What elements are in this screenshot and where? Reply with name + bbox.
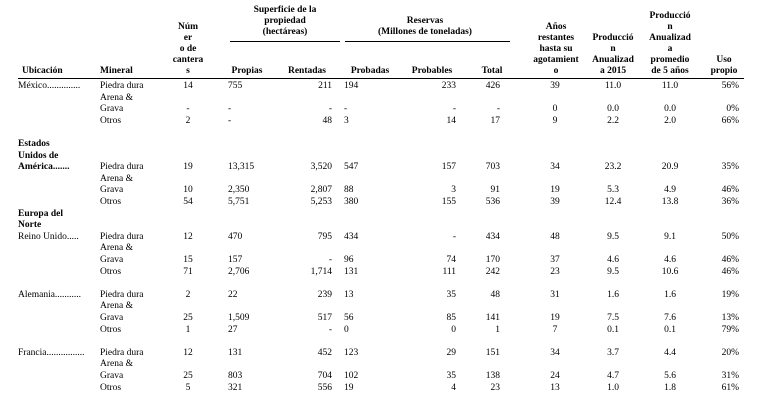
col-header-num-canteras-line-1: er — [183, 33, 193, 43]
anos-cell: 23 — [550, 266, 560, 277]
num-cell: 14 — [183, 81, 193, 91]
rentadas-cell: - — [328, 324, 332, 335]
prom-cell: 10.6 — [661, 266, 679, 277]
probadas-cell: 131 — [344, 266, 359, 277]
propias-cell: 803 — [228, 371, 243, 381]
num-cell: 19 — [183, 162, 193, 173]
probables-cell: 0 — [451, 324, 456, 335]
anos-cell: 34 — [550, 162, 560, 173]
uso-cell: 50% — [721, 231, 739, 242]
propias-cell: 157 — [228, 255, 243, 265]
anos-cell: 48 — [550, 231, 560, 242]
uso-cell: 46% — [721, 255, 739, 265]
mineral-cell: Grava — [100, 313, 124, 323]
prom-cell: 1.8 — [664, 382, 676, 393]
col-header-probadas: Probadas — [350, 66, 390, 76]
total-cell: 426 — [485, 81, 500, 91]
col-header-propias: Propias — [231, 66, 263, 76]
propias-cell: 27 — [228, 324, 238, 335]
probadas-cell: 547 — [344, 162, 359, 173]
uso-cell: 13% — [721, 313, 739, 323]
total-cell: 434 — [485, 231, 500, 242]
col-header-num-canteras-line-4: s — [186, 66, 190, 76]
propias-cell: 470 — [228, 231, 243, 242]
mineral-cell: Piedra dura — [100, 347, 144, 358]
mineral-cell: Arena & — [100, 359, 133, 370]
col-header-uso-line-1: propio — [710, 66, 738, 76]
prom-cell: 20.9 — [661, 162, 679, 173]
col-header-uso-line-0: Uso — [716, 55, 732, 65]
probadas-cell: 3 — [344, 115, 349, 126]
propias-cell: 2,706 — [228, 266, 250, 277]
probadas-cell: 96 — [344, 255, 354, 265]
propias-cell: 1,509 — [228, 313, 250, 323]
mineral-cell: Arena & — [100, 243, 133, 254]
num-cell: 12 — [183, 347, 193, 358]
probadas-cell: 13 — [344, 289, 354, 300]
mineral-cell: Grava — [100, 104, 124, 115]
p2015-cell: 4.6 — [607, 255, 619, 265]
mineral-cell: Piedra dura — [100, 162, 144, 173]
probables-cell: 29 — [446, 347, 456, 358]
col-header-probables: Probables — [411, 66, 453, 76]
total-cell: 1 — [495, 324, 500, 335]
col-header-anos-line-2: hasta su — [539, 44, 573, 54]
rentadas-cell: 5,253 — [310, 197, 332, 207]
num-cell: 25 — [183, 313, 193, 323]
col-header-superficie-line-2: (hectáreas) — [262, 27, 308, 37]
total-cell: 138 — [485, 371, 500, 381]
location-label: Francia................ — [18, 347, 85, 358]
num-cell: 2 — [185, 289, 191, 300]
location-label: México.............. — [18, 81, 81, 91]
probadas-cell: 434 — [344, 231, 359, 242]
probables-cell: 74 — [446, 255, 456, 265]
uso-cell: 0% — [726, 104, 739, 115]
location-label: Norte — [18, 220, 42, 231]
p2015-cell: 0.0 — [607, 104, 619, 115]
total-cell: 48 — [490, 289, 500, 300]
mineral-cell: Piedra dura — [100, 289, 144, 300]
uso-cell: 20% — [721, 347, 739, 358]
probadas-cell: 88 — [344, 185, 354, 196]
rentadas-cell: - — [328, 104, 332, 115]
num-cell: - — [186, 104, 190, 115]
probadas-cell: 19 — [344, 382, 354, 393]
uso-cell: 31% — [721, 371, 739, 381]
p2015-cell: 0.1 — [607, 324, 619, 335]
uso-cell: 46% — [721, 266, 739, 277]
prom-cell: 5.6 — [664, 371, 676, 381]
uso-cell: 35% — [721, 162, 739, 173]
location-label: América....... — [18, 162, 70, 173]
anos-cell: 19 — [550, 313, 560, 323]
probables-cell: 155 — [441, 197, 456, 207]
rentadas-cell: 556 — [317, 382, 332, 393]
total-cell: 91 — [490, 185, 500, 196]
anos-cell: 39 — [550, 197, 560, 207]
num-cell: 10 — [183, 185, 193, 196]
probables-cell: 35 — [446, 371, 456, 381]
total-cell: 703 — [485, 162, 500, 173]
anos-cell: 0 — [552, 104, 558, 115]
col-header-anos-line-3: agotamient — [533, 55, 579, 65]
propias-cell: 321 — [228, 382, 243, 393]
prom-cell: 4.9 — [664, 185, 676, 196]
location-label: Alemania........... — [18, 289, 82, 300]
p2015-cell: 1.0 — [607, 382, 619, 393]
p2015-cell: 9.5 — [607, 231, 619, 242]
rentadas-cell: 795 — [317, 231, 332, 242]
propias-cell: 131 — [228, 347, 243, 358]
prom-cell: 1.6 — [664, 289, 676, 300]
probables-cell: 4 — [451, 382, 456, 393]
mineral-cell: Otros — [100, 115, 122, 126]
num-cell: 71 — [183, 266, 193, 277]
col-header-produccion-2015-line-3: a 2015 — [599, 66, 627, 76]
probables-cell: - — [452, 231, 456, 242]
header-rule — [18, 78, 744, 79]
prom-cell: 7.6 — [664, 313, 676, 323]
mineral-cell: Otros — [100, 197, 122, 207]
prom-cell: 4.6 — [664, 255, 676, 265]
uso-cell: 19% — [721, 289, 739, 300]
p2015-cell: 5.3 — [607, 185, 619, 196]
propias-cell: 22 — [228, 289, 238, 300]
col-header-mineral: Mineral — [100, 66, 133, 76]
mineral-cell: Arena & — [100, 173, 133, 184]
p2015-cell: 1.6 — [607, 289, 619, 300]
col-header-superficie-line-1: propiedad — [264, 16, 306, 26]
probadas-cell: 0 — [344, 324, 349, 335]
prom-cell: 13.8 — [661, 197, 679, 207]
propias-cell: 5,751 — [228, 197, 250, 207]
col-header-num-canteras-line-3: cantera — [172, 55, 204, 65]
probadas-cell: 123 — [344, 347, 359, 358]
rentadas-cell: 2,807 — [310, 185, 332, 196]
rentadas-cell: - — [328, 255, 332, 265]
p2015-cell: 23.2 — [604, 162, 622, 173]
total-cell: 536 — [485, 197, 500, 207]
probables-cell: 14 — [446, 115, 456, 126]
num-cell: 12 — [183, 231, 193, 242]
rentadas-cell: 517 — [317, 313, 332, 323]
p2015-cell: 9.5 — [607, 266, 619, 277]
col-header-produccion-2015-line-1: n — [610, 44, 616, 54]
probables-cell: 111 — [442, 266, 456, 277]
num-cell: 25 — [183, 371, 193, 381]
uso-cell: 79% — [721, 324, 739, 335]
rentadas-cell: 48 — [322, 115, 332, 126]
mineral-cell: Grava — [100, 185, 124, 196]
rentadas-cell: 3,520 — [310, 162, 332, 173]
header-rule — [230, 41, 340, 42]
propias-cell: 755 — [228, 81, 243, 91]
total-cell: 23 — [490, 382, 500, 393]
location-label: Reino Unido..... — [18, 231, 79, 242]
total-cell: - — [496, 104, 500, 115]
col-header-produccion-prom-line-1: n — [667, 22, 673, 32]
anos-cell: 37 — [550, 255, 560, 265]
col-header-total: Total — [481, 66, 503, 76]
col-header-produccion-2015-line-2: Anualizad — [592, 55, 634, 65]
propias-cell: - — [228, 104, 232, 115]
mineral-cell: Piedra dura — [100, 81, 144, 91]
total-cell: 170 — [485, 255, 500, 265]
col-header-produccion-prom-line-5: de 5 años — [651, 66, 689, 76]
anos-cell: 24 — [550, 371, 560, 381]
p2015-cell: 3.7 — [607, 347, 619, 358]
uso-cell: 36% — [721, 197, 739, 207]
prom-cell: 11.0 — [661, 81, 679, 91]
uso-cell: 66% — [721, 115, 739, 126]
mineral-cell: Arena & — [100, 301, 133, 312]
mineral-cell: Otros — [100, 382, 122, 393]
probadas-cell: 380 — [344, 197, 359, 207]
num-cell: 15 — [183, 255, 193, 265]
header-rule — [345, 41, 510, 42]
anos-cell: 9 — [552, 115, 558, 126]
col-header-ubicacion: Ubicación — [22, 66, 63, 76]
total-cell: 151 — [485, 347, 500, 358]
total-cell: 141 — [485, 313, 500, 323]
location-label: Estados — [18, 139, 50, 149]
probables-cell: 3 — [451, 185, 456, 196]
rentadas-cell: 239 — [317, 289, 332, 300]
probadas-cell: 102 — [344, 371, 359, 381]
col-header-anos-line-0: Años — [545, 22, 567, 32]
col-header-reservas-line-1: (Millones de toneladas) — [378, 27, 472, 37]
p2015-cell: 11.0 — [604, 81, 622, 91]
anos-cell: 34 — [550, 347, 560, 358]
rentadas-cell: 1,714 — [310, 266, 332, 277]
anos-cell: 19 — [550, 185, 560, 196]
location-label: Unidos de — [18, 150, 59, 161]
prom-cell: 4.4 — [664, 347, 676, 358]
mineral-cell: Otros — [100, 324, 122, 335]
col-header-produccion-prom-line-0: Producció — [649, 11, 691, 21]
total-cell: 17 — [490, 115, 500, 126]
uso-cell: 46% — [721, 185, 739, 196]
p2015-cell: 4.7 — [607, 371, 619, 381]
p2015-cell: 12.4 — [604, 197, 622, 207]
col-header-num-canteras-line-2: o de — [179, 44, 197, 54]
probables-cell: 233 — [441, 81, 456, 91]
p2015-cell: 7.5 — [607, 313, 619, 323]
rentadas-cell: 452 — [317, 347, 332, 358]
probables-cell: - — [452, 104, 456, 115]
col-header-produccion-prom-line-2: Anualizad — [649, 33, 691, 43]
col-header-produccion-2015-line-0: Producció — [592, 33, 634, 43]
location-label: Europa del — [18, 208, 63, 219]
col-header-rentadas: Rentadas — [287, 66, 326, 76]
num-cell: 5 — [185, 382, 191, 393]
prom-cell: 0.1 — [664, 324, 676, 335]
rentadas-cell: 211 — [318, 81, 332, 91]
probables-cell: 35 — [446, 289, 456, 300]
anos-cell: 39 — [550, 81, 560, 91]
mineral-cell: Grava — [100, 371, 124, 381]
mineral-cell: Arena & — [100, 92, 133, 103]
anos-cell: 13 — [550, 382, 560, 393]
probadas-cell: 56 — [344, 313, 354, 323]
num-cell: 2 — [185, 115, 191, 126]
uso-cell: 61% — [721, 382, 739, 393]
col-header-reservas-line-0: Reservas — [406, 16, 444, 26]
mineral-cell: Piedra dura — [100, 231, 144, 242]
uso-cell: 56% — [721, 81, 739, 91]
propias-cell: 13,315 — [228, 162, 255, 173]
probables-cell: 157 — [441, 162, 456, 173]
rentadas-cell: 704 — [317, 371, 332, 381]
col-header-anos-line-1: restantes — [537, 33, 575, 43]
col-header-produccion-prom-line-3: a — [667, 44, 673, 54]
prom-cell: 9.1 — [664, 231, 676, 242]
p2015-cell: 2.2 — [607, 115, 619, 126]
anos-cell: 31 — [550, 289, 560, 300]
col-header-superficie-line-0: Superficie de la — [253, 5, 317, 15]
probadas-cell: - — [344, 104, 348, 115]
total-cell: 242 — [485, 266, 500, 277]
mineral-cell: Grava — [100, 255, 124, 265]
propias-cell: 2,350 — [228, 185, 250, 196]
prom-cell: 2.0 — [664, 115, 676, 126]
propias-cell: - — [228, 115, 232, 126]
prom-cell: 0.0 — [664, 104, 676, 115]
num-cell: 54 — [183, 197, 193, 207]
probables-cell: 85 — [446, 313, 456, 323]
anos-cell: 7 — [552, 324, 558, 335]
col-header-anos-line-4: o — [553, 66, 559, 76]
col-header-num-canteras-line-0: Núm — [177, 22, 199, 32]
col-header-produccion-prom-line-4: promedio — [650, 55, 690, 65]
probadas-cell: 194 — [344, 81, 359, 91]
num-cell: 1 — [185, 324, 191, 335]
mineral-cell: Otros — [100, 266, 122, 277]
